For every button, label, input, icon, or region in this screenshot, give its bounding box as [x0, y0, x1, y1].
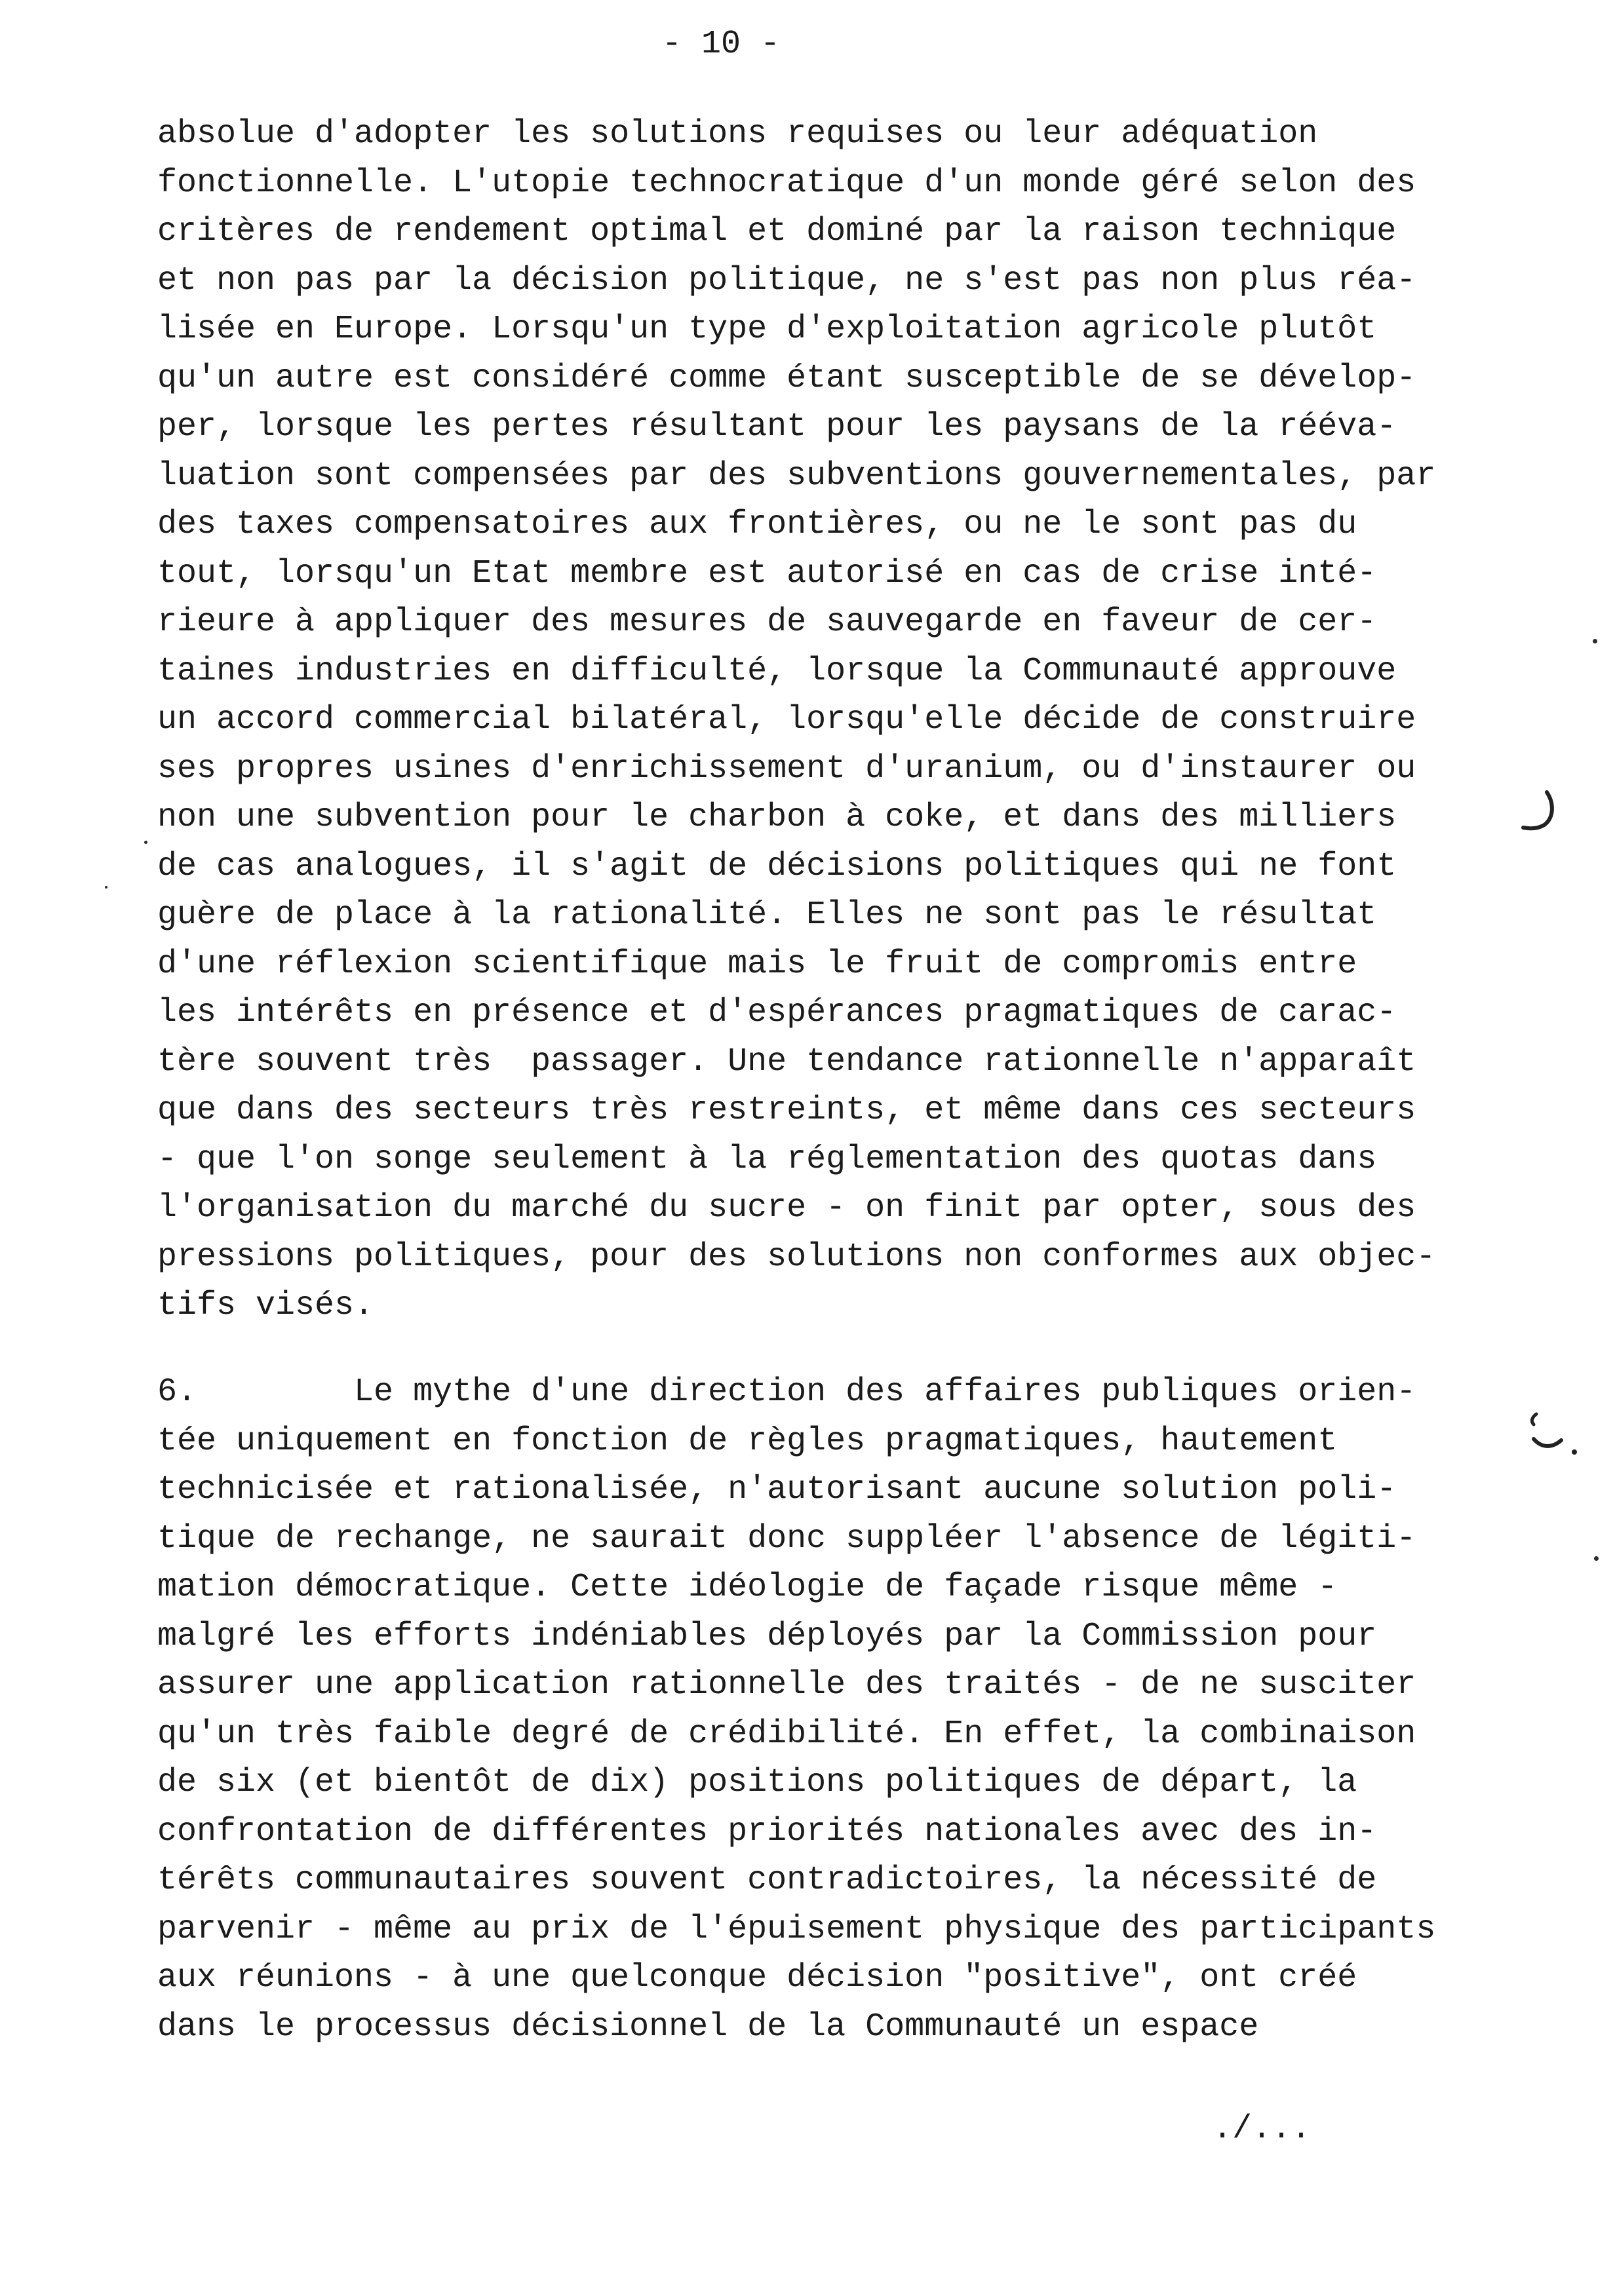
margin-dot — [144, 841, 147, 844]
text-line: tifs visés. — [157, 1287, 374, 1324]
text-line: dans le processus décisionnel de la Communauté un espace — [157, 2008, 1259, 2046]
text-line: lisée en Europe. Lorsqu'un type d'exploitation agricole plutôt — [157, 311, 1377, 348]
text-line: que dans des secteurs très restreints, et même dans ces secteurs — [157, 1092, 1416, 1129]
text-line: assurer une application rationnelle des traités - de ne susciter — [157, 1666, 1416, 1704]
text-line: ses propres usines d'enrichissement d'uranium, ou d'instaurer ou — [157, 750, 1416, 788]
text-line: qu'un très faible degré de crédibilité. En effet, la combinaison — [157, 1715, 1416, 1753]
margin-dot — [1594, 1556, 1599, 1561]
text-line: non une subvention pour le charbon à coke, et dans des milliers — [157, 799, 1397, 836]
margin-dot — [1593, 639, 1597, 643]
text-line: rieure à appliquer des mesures de sauvegarde en faveur de cer- — [157, 603, 1377, 641]
text-line: tout, lorsqu'un Etat membre est autorisé en cas de crise inté- — [157, 554, 1377, 592]
text-line: taines industries en difficulté, lorsque la Communauté approuve — [157, 652, 1397, 690]
text-line: luation sont compensées par des subventions gouvernementales, par — [157, 457, 1436, 495]
margin-hook-mark — [1521, 790, 1560, 835]
text-line: - que l'on songe seulement à la réglementation des quotas dans — [157, 1140, 1377, 1178]
text-line: mation démocratique. Cette idéologie de façade risque même - — [157, 1569, 1338, 1606]
text-line: aux réunions - à une quelconque décision "positive", ont créé — [157, 1959, 1357, 1997]
text-line: pressions politiques, pour des solutions non conformes aux objec- — [157, 1238, 1436, 1276]
page-number: - 10 - — [661, 26, 781, 63]
text-line: des taxes compensatoires aux frontières, ou ne le sont pas du — [157, 506, 1357, 543]
text-line: guère de place à la rationalité. Elles ne sont pas le résultat — [157, 896, 1377, 934]
paragraph-1 — [157, 110, 1508, 1331]
text-line: technicisée et rationalisée, n'autorisant aucune solution poli- — [157, 1471, 1397, 1508]
text-line: absolue d'adopter les solutions requises ou leur adéquation — [157, 115, 1318, 153]
text-line: tique de rechange, ne saurait donc suppléer l'absence de légiti- — [157, 1520, 1416, 1558]
text-line: d'une réflexion scientifique mais le fruit de compromis entre — [157, 945, 1357, 983]
text-line: per, lorsque les pertes résultant pour les paysans de la rééva- — [157, 408, 1397, 446]
text-line: tée uniquement en fonction de règles pragmatiques, hautement — [157, 1422, 1338, 1460]
margin-hook-mark — [1527, 1409, 1580, 1461]
text-line: tère souvent très passager. Une tendance rationnelle n'apparaît — [157, 1043, 1416, 1081]
text-line: qu'un autre est considéré comme étant susceptible de se dévelop- — [157, 359, 1416, 397]
text-line: l'organisation du marché du sucre - on finit par opter, sous des — [157, 1189, 1416, 1227]
text-line: de six (et bientôt de dix) positions politiques de départ, la — [157, 1764, 1357, 1801]
paragraph-2 — [157, 1368, 1508, 2052]
text-line: les intérêts en présence et d'espérances pragmatiques de carac- — [157, 994, 1397, 1031]
text-line: malgré les efforts indéniables déployés par la Commission pour — [157, 1617, 1377, 1655]
text-line: 6. Le mythe d'une direction des affaires publiques orien- — [157, 1373, 1416, 1411]
text-line: et non pas par la décision politique, ne s'est pas non plus réa- — [157, 261, 1416, 299]
text-line: de cas analogues, il s'agit de décisions politiques qui ne font — [157, 847, 1397, 885]
continuation-mark: ./... — [1213, 2111, 1312, 2148]
margin-dot — [105, 886, 107, 889]
text-line: critères de rendement optimal et dominé par la raison technique — [157, 213, 1397, 250]
text-line: un accord commercial bilatéral, lorsqu'elle décide de construire — [157, 701, 1416, 738]
text-line: térêts communautaires souvent contradictoires, la nécessité de — [157, 1862, 1377, 1899]
text-line: fonctionnelle. L'utopie technocratique d'un monde géré selon des — [157, 164, 1416, 202]
text-line: parvenir - même au prix de l'épuisement physique des participants — [157, 1910, 1436, 1948]
text-line: confrontation de différentes priorités nationales avec des in- — [157, 1812, 1377, 1850]
